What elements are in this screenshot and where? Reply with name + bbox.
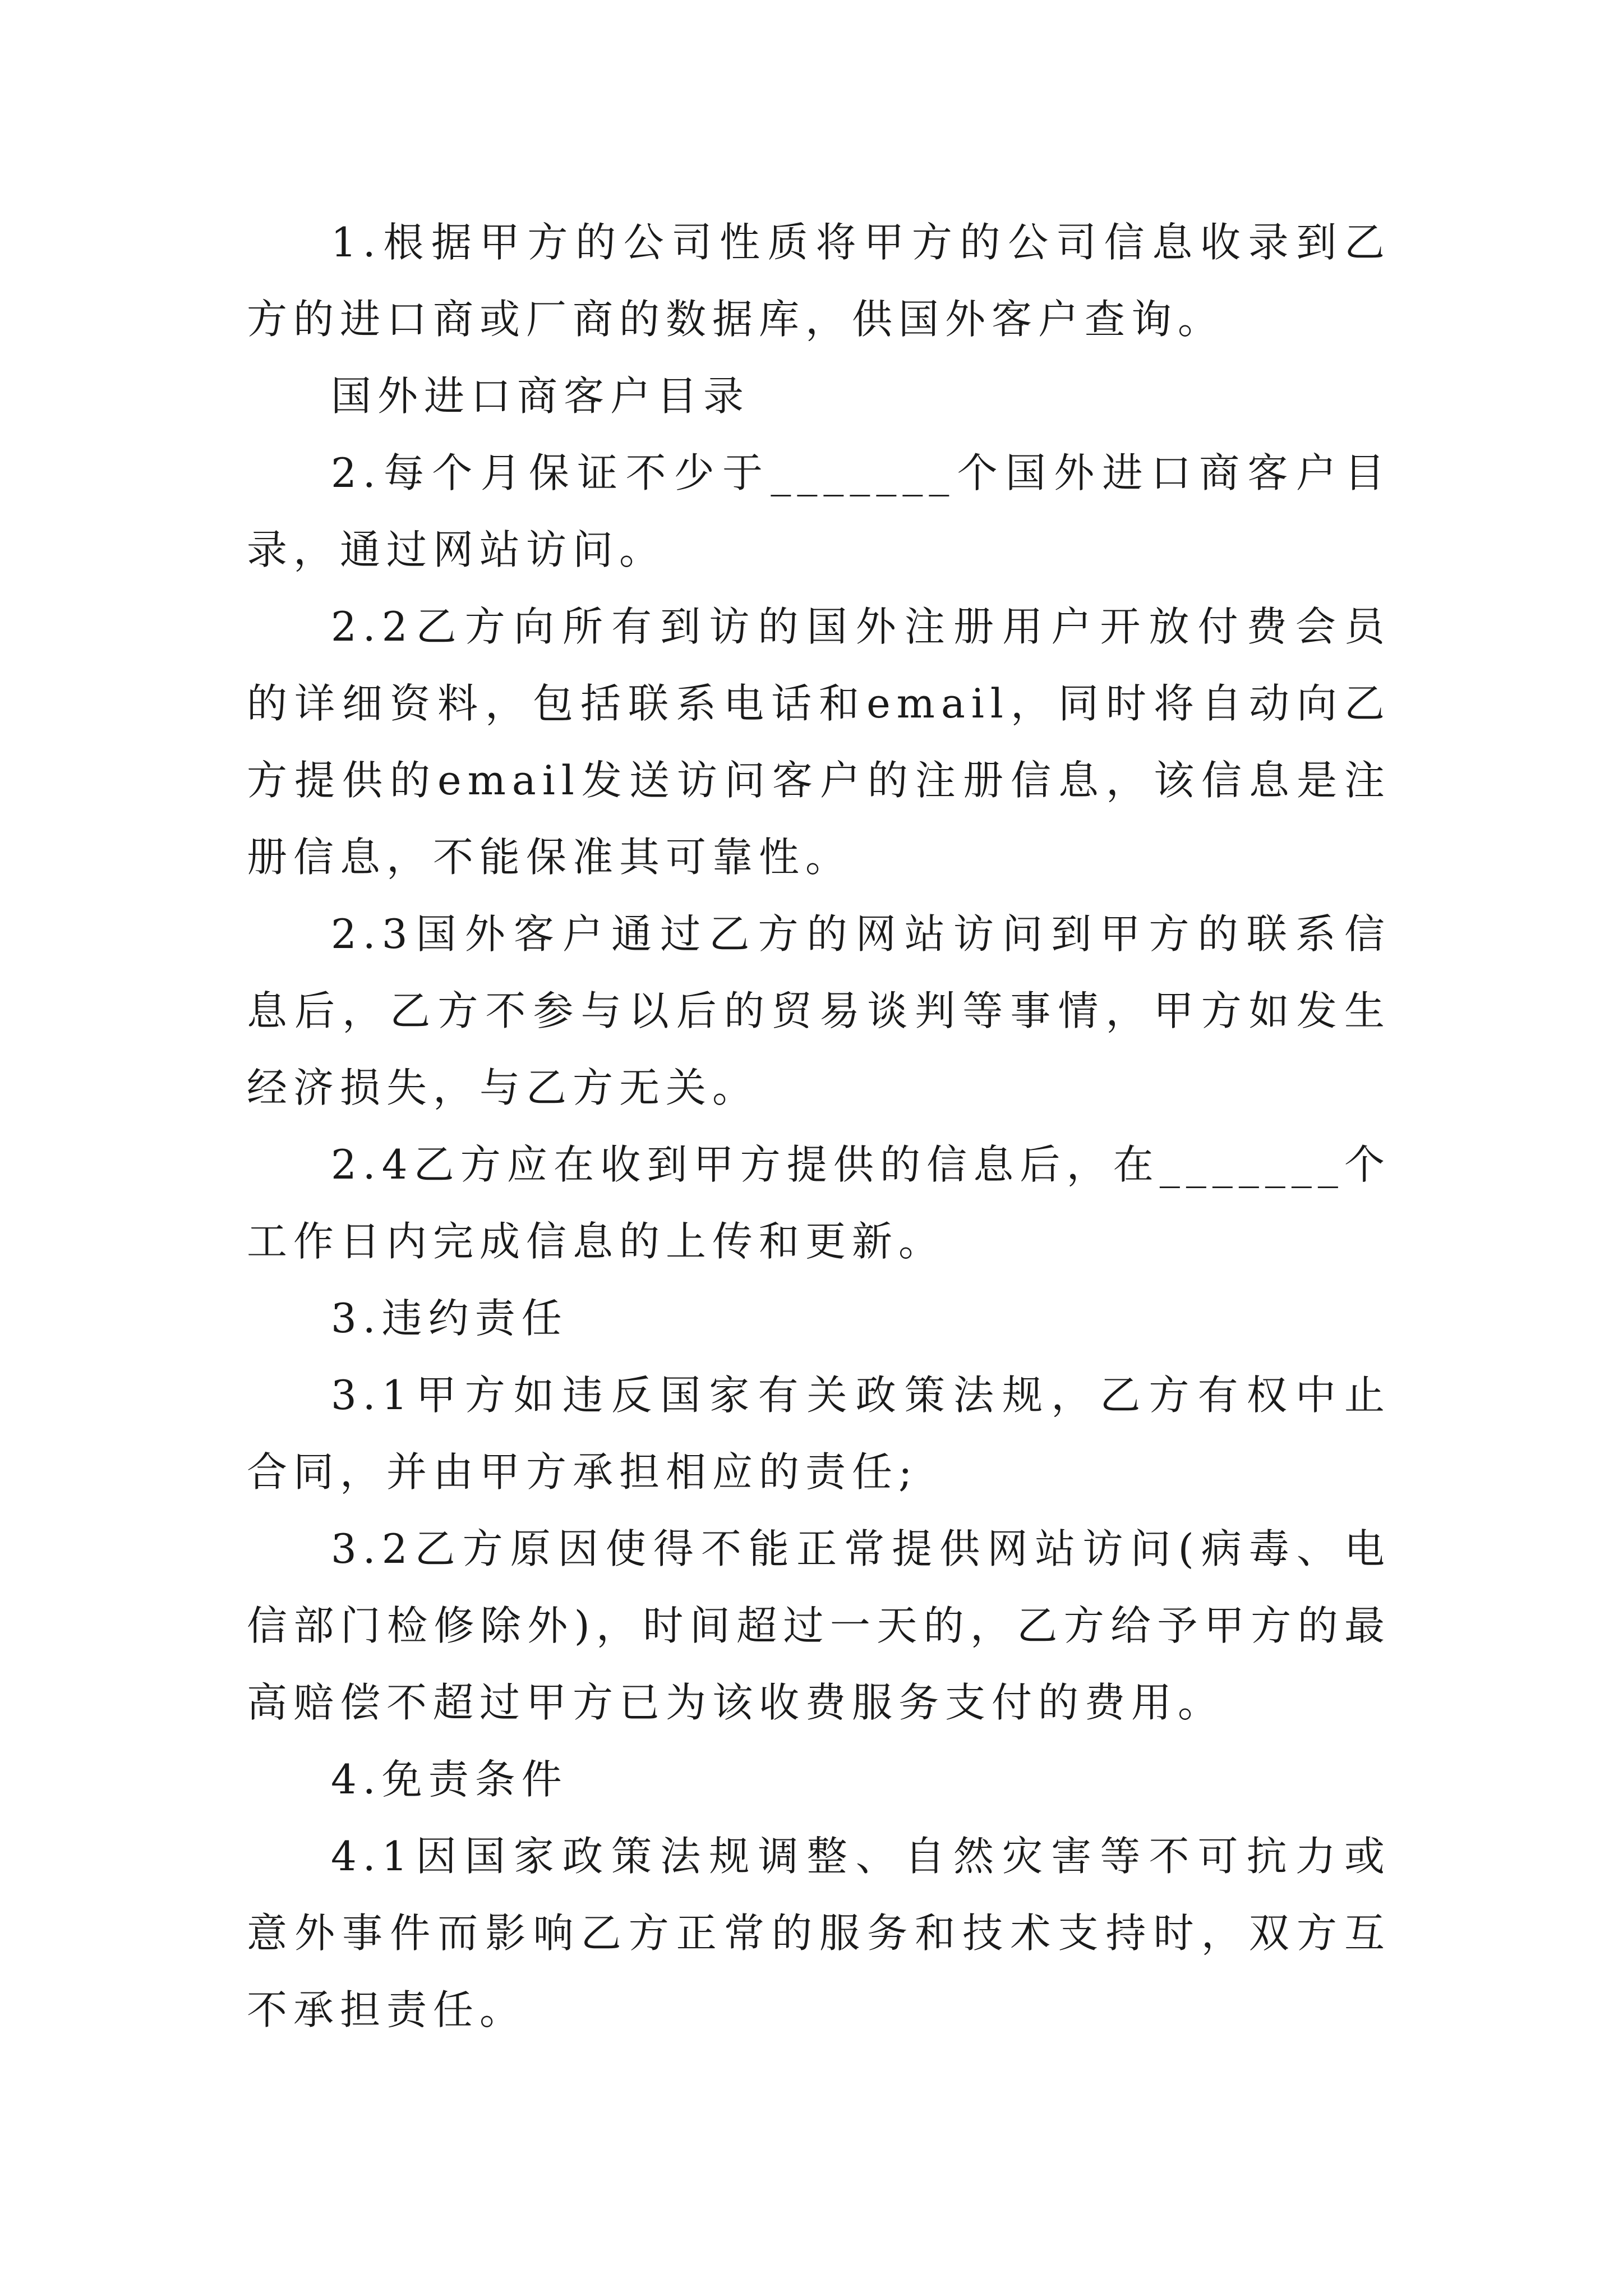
paragraph-clause-2: 2.每个月保证不少于_______个国外进口商客户目录，通过网站访问。 — [247, 449, 1391, 573]
paragraph-clause-3-1: 3.1甲方如违反国家有关政策法规，乙方有权中止合同，并由甲方承担相应的责任; — [247, 1372, 1391, 1496]
document-body — [247, 204, 1391, 2049]
paragraph-heading-breach-liability: 3.违约责任 — [331, 1295, 568, 1342]
paragraph-heading-exemption: 4.免责条件 — [331, 1756, 568, 1803]
paragraph-heading-client-directory: 国外进口商客户目录 — [331, 372, 750, 420]
paragraph-clause-2-3: 2.3国外客户通过乙方的网站访问到甲方的联系信息后，乙方不参与以后的贸易谈判等事情，甲方如发生经济损失，与乙方无关。 — [247, 910, 1391, 1111]
paragraph-clause-3-2: 3.2乙方原因使得不能正常提供网站访问(病毒、电信部门检修除外)，时间超过一天的，乙方给予甲方的最高赔偿不超过甲方已为该收费服务支付的费用。 — [247, 1525, 1391, 1726]
paragraph-clause-1: 1.根据甲方的公司性质将甲方的公司信息收录到乙方的进口商或厂商的数据库，供国外客户查询。 — [247, 219, 1391, 343]
paragraph-clause-4-1: 4.1因国家政策法规调整、自然灾害等不可抗力或意外事件而影响乙方正常的服务和技术支持时，双方互不承担责任。 — [247, 1833, 1391, 2033]
paragraph-clause-2-4: 2.4乙方应在收到甲方提供的信息后，在_______个工作日内完成信息的上传和更新。 — [247, 1141, 1391, 1265]
paragraph-clause-2-2: 2.2乙方向所有到访的国外注册用户开放付费会员的详细资料，包括联系电话和email，同时将自动向乙方提供的email发送访问客户的注册信息，该信息是注册信息，不能保准其可靠性。 — [247, 603, 1391, 881]
